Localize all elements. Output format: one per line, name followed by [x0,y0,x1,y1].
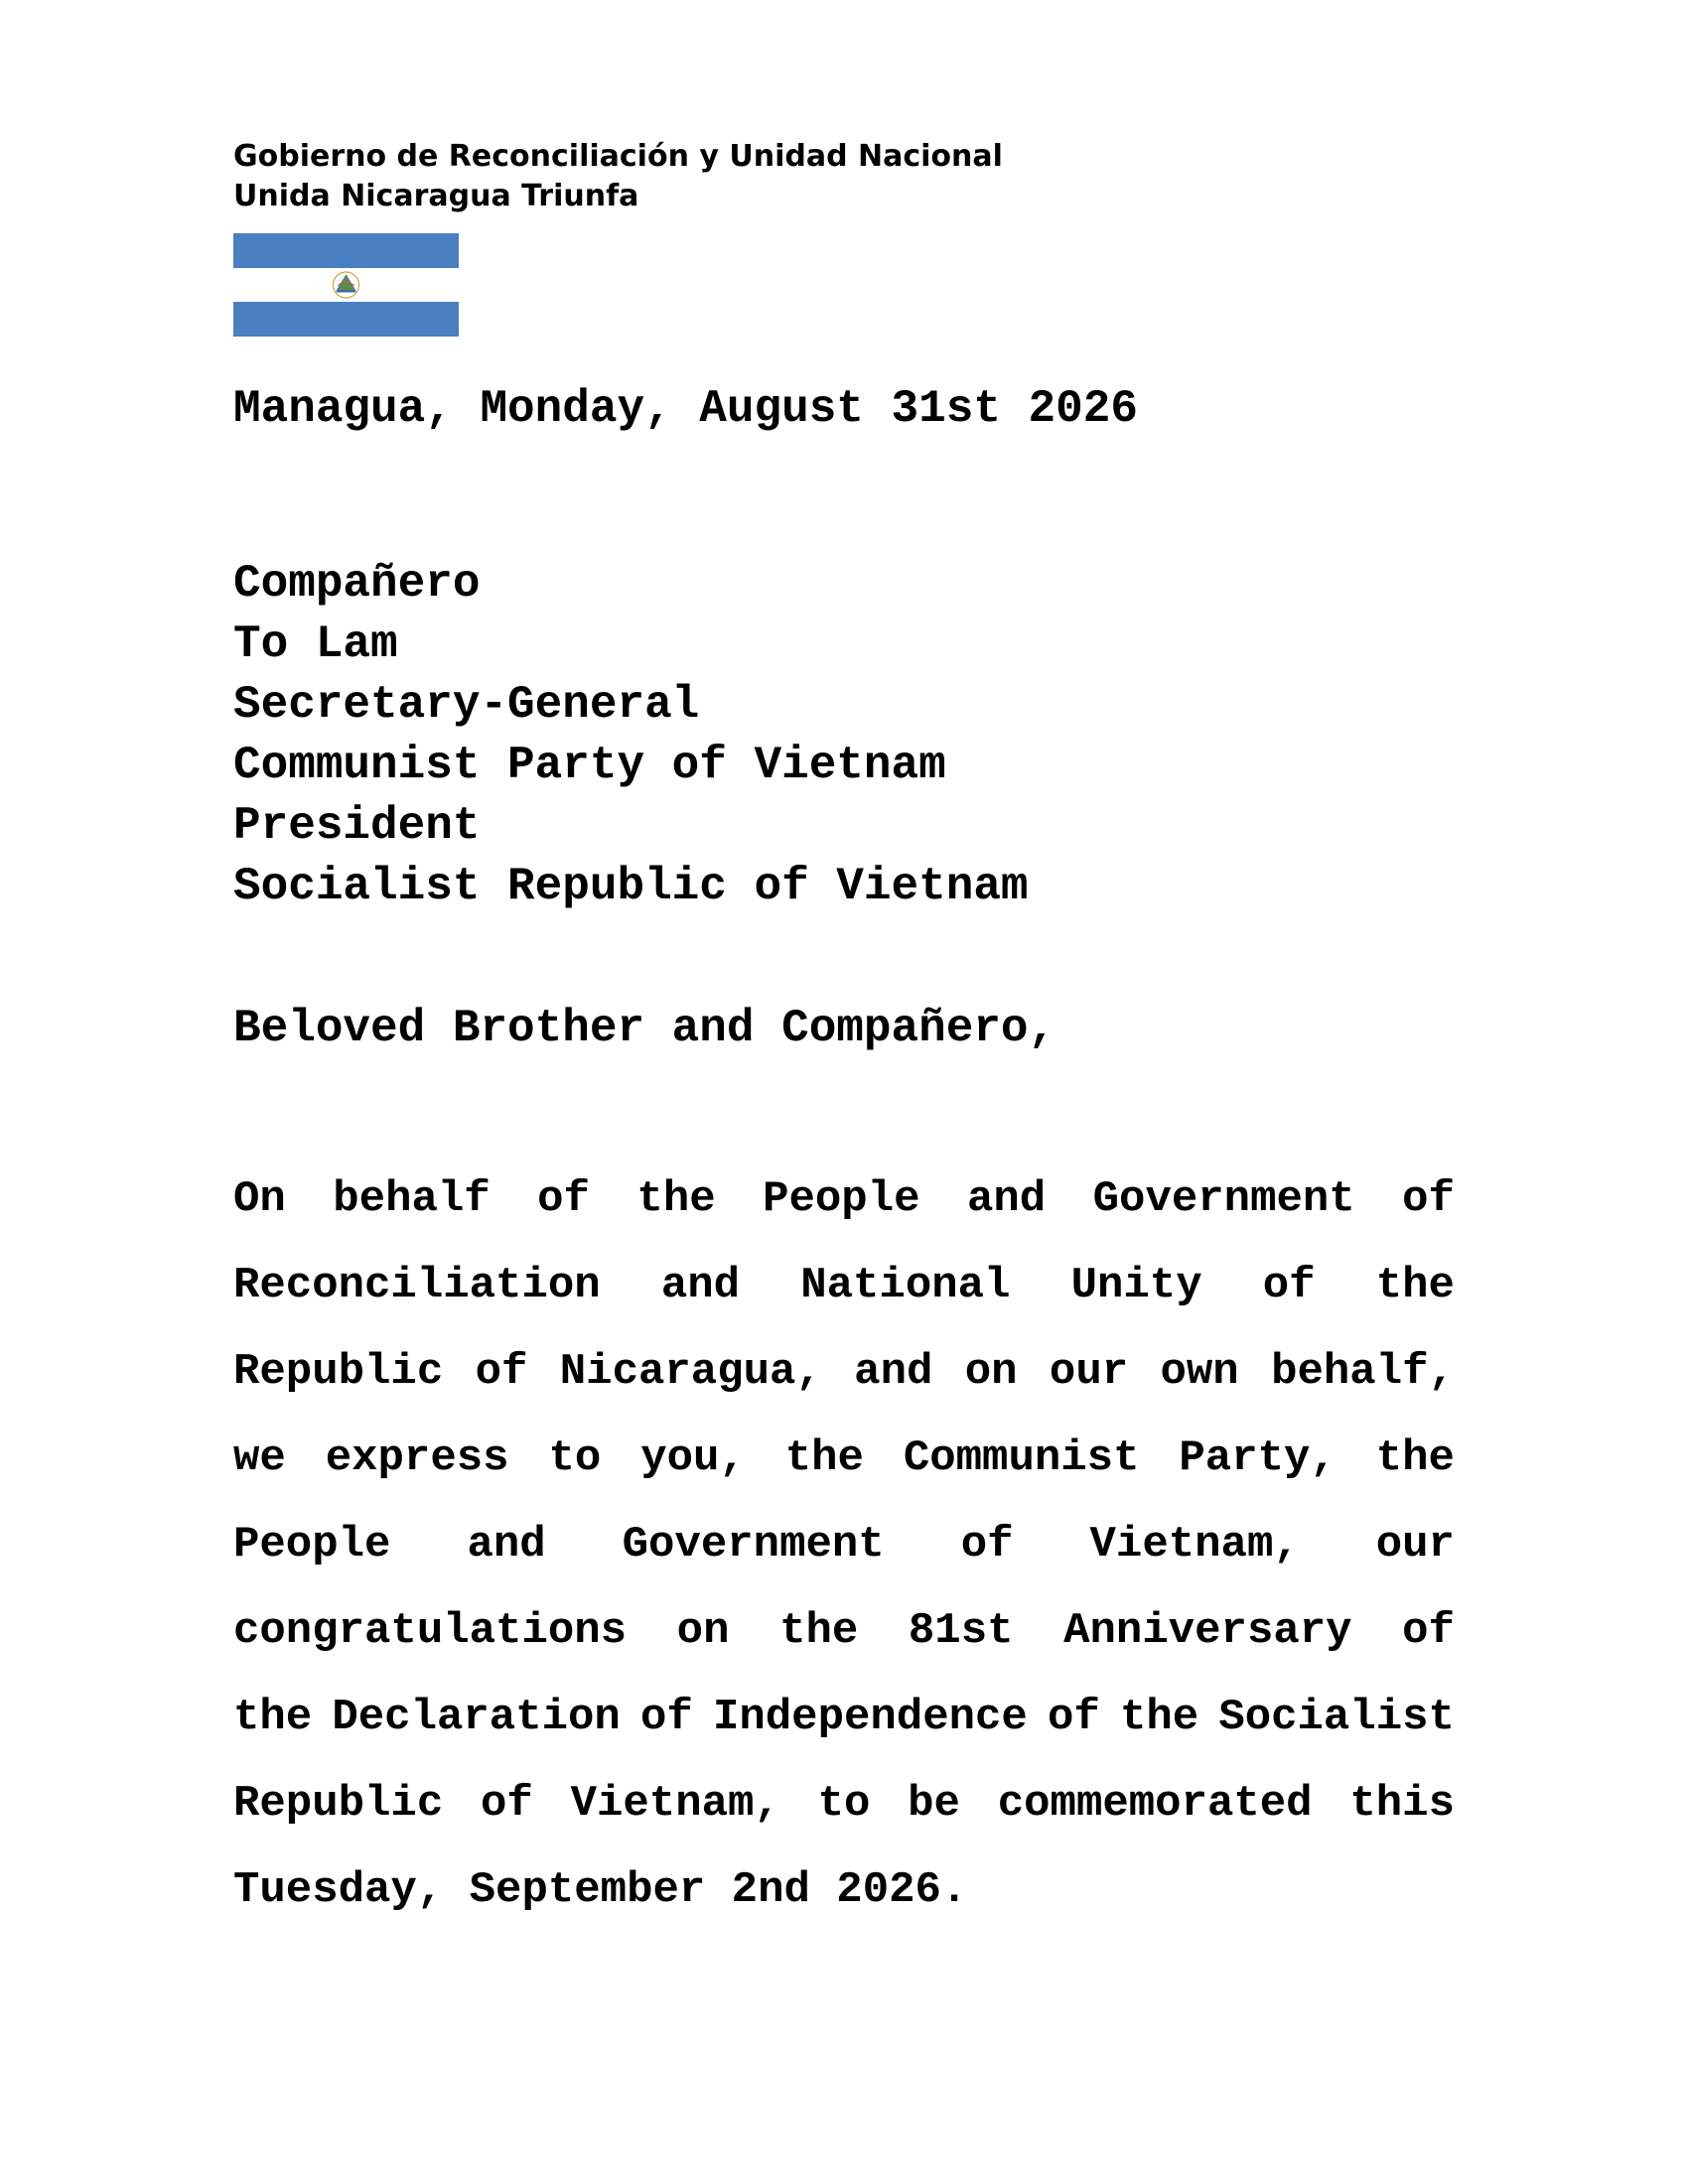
body-word: and [660,1261,741,1310]
letterhead [233,137,1003,216]
recipient-block [233,554,1029,917]
letterhead-slogan: Unida Nicaragua Triunfa [233,179,639,213]
body-word: on [964,1347,1018,1397]
body-word: Republic [233,1779,444,1829]
body-word: to [548,1433,602,1483]
body-word: of [639,1693,693,1742]
body-word: Unity [1070,1261,1202,1310]
body-word: the [1119,1693,1199,1742]
body-line [233,1862,1455,1949]
body-word: Reconciliation [233,1261,601,1310]
body-word: Government [622,1520,885,1570]
body-word: congratulations [233,1606,628,1656]
body-word: the [233,1693,313,1742]
body-word: National [800,1261,1011,1310]
recipient-line: President [233,800,481,852]
body-word: the [1375,1433,1455,1483]
nicaragua-flag-icon [233,233,459,337]
body-word: and [966,1174,1047,1224]
body-word: behalf [333,1174,491,1224]
body-word: express [325,1433,509,1483]
body-line [233,1517,1455,1603]
body-word: of [537,1174,590,1224]
recipient-line: Socialist Republic of Vietnam [233,861,1029,912]
body-word: our [1375,1520,1455,1570]
body-word: of [481,1779,533,1829]
body-word: own [1160,1347,1239,1397]
body-word: Independence [712,1693,1028,1742]
body-word: Socialist [1218,1693,1455,1742]
body-word: be [908,1779,960,1829]
body-word: this [1349,1779,1455,1829]
body-word: we [233,1433,286,1483]
body-word: the [1375,1261,1455,1310]
letter-date: Managua, Monday, August 31st 2026 [233,383,1138,435]
body-word: Vietnam, [1089,1520,1300,1570]
salutation: Beloved Brother and Compañero, [233,1003,1056,1054]
recipient-line: Secretary-General [233,679,700,731]
body-word: of [1047,1693,1100,1742]
body-line [233,1171,1455,1258]
body-line [233,1431,1455,1517]
body-word: People [233,1520,391,1570]
body-word: Communist [903,1433,1140,1483]
body-word: the [779,1606,859,1656]
body-line [233,1344,1455,1431]
body-word: of [1262,1261,1316,1310]
body-word: Party, [1179,1433,1336,1483]
body-line [233,1776,1455,1862]
body-word: commemorated [997,1779,1313,1829]
letter-body [233,1171,1455,1949]
body-word: Tuesday, September 2nd 2026. [233,1865,968,1915]
body-word: On [233,1174,286,1224]
body-line [233,1690,1455,1776]
body-word: 81st [908,1606,1014,1656]
body-line [233,1603,1455,1690]
letterhead-government-name: Gobierno de Reconciliación y Unidad Nacional [233,139,1003,174]
body-word: you, [640,1433,746,1483]
body-word: on [676,1606,730,1656]
body-word: Vietnam, [570,1779,780,1829]
body-word: our [1049,1347,1129,1397]
body-word: Declaration [332,1693,621,1742]
body-word: People [763,1174,920,1224]
body-word: to [817,1779,871,1829]
body-word: of [475,1347,528,1397]
body-word: and [854,1347,933,1397]
body-word: behalf, [1271,1347,1455,1397]
body-word: the [636,1174,716,1224]
body-word: of [960,1520,1014,1570]
body-word: Republic [233,1347,444,1397]
body-word: and [467,1520,546,1570]
recipient-line: To Lam [233,618,398,670]
body-word: Government [1092,1174,1355,1224]
body-word: of [1402,1606,1455,1656]
recipient-line: Communist Party of Vietnam [233,740,946,791]
body-word: Anniversary [1063,1606,1352,1656]
body-word: the [784,1433,864,1483]
recipient-line: Compañero [233,558,481,610]
body-line [233,1258,1455,1344]
body-word: of [1402,1174,1455,1224]
body-word: Nicaragua, [559,1347,822,1397]
